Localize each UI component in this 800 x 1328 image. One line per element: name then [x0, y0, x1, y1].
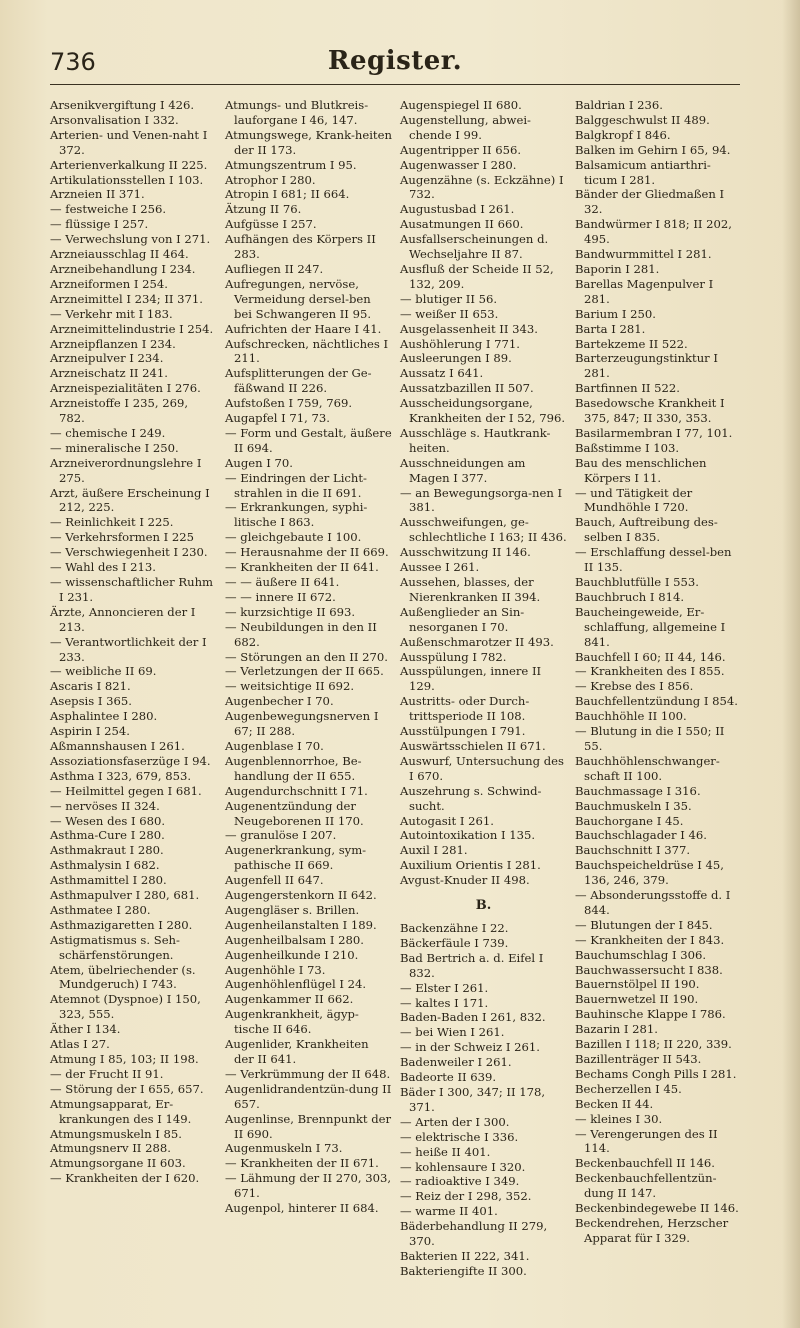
index-entry: Auswärtsschielen II 671.: [400, 738, 546, 753]
index-entry: Atmungsorgane II 603.: [50, 1156, 186, 1171]
index-subentry: — — innere II 672.: [225, 589, 336, 604]
index-entry: Artikulationsstellen I 103.: [50, 172, 204, 187]
index-subentry: — heiße II 401.: [400, 1144, 491, 1159]
index-entry: Bauchmassage I 316.: [575, 783, 701, 798]
index-entry: Arterien- und Venen-naht I 372.: [50, 127, 208, 157]
index-entry: Badenweiler I 261.: [400, 1055, 512, 1070]
page-header: [50, 44, 740, 82]
section-letter-heading: B.: [475, 898, 492, 914]
index-entry: Aussee I 261.: [400, 560, 480, 575]
index-subentry: — Krankheiten der I 620.: [50, 1171, 200, 1186]
index-entry: Aufregungen, nervöse, Vermeidung dersel-ben bei Schwangeren II 95.: [225, 276, 372, 321]
index-entry: Avgust-Knuder II 498.: [400, 873, 530, 888]
index-entry: Aufrichten der Haare I 41.: [225, 321, 382, 336]
index-subentry: — Blutungen der I 845.: [575, 917, 713, 932]
index-subentry: — elektrische I 336.: [400, 1129, 519, 1144]
index-entry: Ausstülpungen I 791.: [400, 724, 526, 739]
index-entry: Assoziationsfaserzüge I 94.: [50, 753, 211, 768]
index-subentry: — chemische I 249.: [50, 425, 166, 440]
index-entry: Asthmalysin I 682.: [50, 858, 160, 873]
index-subentry: — Verengerungen des II 114.: [575, 1126, 718, 1156]
index-entry: Augenfell II 647.: [225, 873, 324, 888]
index-entry: Beckendrehen, Herzscher Apparat für I 329.: [575, 1215, 729, 1245]
index-entry: Asepsis I 365.: [50, 694, 132, 709]
index-entry: Autogasit I 261.: [400, 813, 494, 828]
index-entry: Bau des menschlichen Körpers I 11.: [575, 455, 707, 485]
index-subentry: — blutiger II 56.: [400, 291, 498, 306]
index-entry: Augengerstenkorn II 642.: [225, 888, 377, 903]
index-entry: Bäderbehandlung II 279, 370.: [400, 1219, 548, 1249]
index-entry: Ausfallserscheinungen d. Wechseljahre II 87.: [400, 232, 549, 262]
index-entry: Ausspülungen, innere II 129.: [400, 664, 542, 694]
index-entry: Beckenbauchfell II 146.: [575, 1156, 715, 1171]
index-subentry: — Krankheiten des I 855.: [575, 664, 725, 679]
index-entry: Bauernwetzel II 190.: [575, 992, 699, 1007]
index-entry: Atropin I 681; II 664.: [225, 187, 350, 202]
index-entry: Balggeschwulst II 489.: [575, 112, 710, 127]
index-entry: Augenkammer II 662.: [225, 992, 354, 1007]
index-entry: Ausatmungen II 660.: [400, 217, 524, 232]
index-entry: Bazillen I 118; II 220, 339.: [575, 1037, 732, 1052]
index-entry: Aushöhlerung I 771.: [400, 336, 520, 351]
index-entry: Baporin I 281.: [575, 261, 660, 276]
index-subentry: — Reinlichkeit I 225.: [50, 515, 174, 530]
index-entry: Bazarin I 281.: [575, 1022, 658, 1037]
index-entry: Bauchwassersucht I 838.: [575, 962, 723, 977]
index-entry: Baden-Baden I 261, 832.: [400, 1010, 546, 1025]
index-subentry: — Verkehrsformen I 225: [50, 530, 195, 545]
index-entry: Ärzte, Annoncieren der I 213.: [50, 604, 196, 634]
index-entry: Augenheilkunde I 210.: [225, 947, 359, 962]
index-entry: Aufgüsse I 257.: [225, 217, 317, 232]
index-entry: Bauchhöhle II 100.: [575, 709, 687, 724]
index-entry: Äther I 134.: [50, 1022, 121, 1037]
index-entry: Becken II 44.: [575, 1096, 654, 1111]
index-subentry: — Krebse des I 856.: [575, 679, 694, 694]
index-entry: Arzneiausschlag II 464.: [50, 247, 189, 262]
index-entry: Balsamicum antiarthri-ticum I 281.: [575, 157, 711, 187]
index-entry: Bänder der Gliedmaßen I 32.: [575, 187, 725, 217]
index-entry: Bauhinsche Klappe I 786.: [575, 1007, 726, 1022]
index-subentry: — weißer II 653.: [400, 306, 499, 321]
index-entry: Atmung I 85, 103; II 198.: [50, 1052, 199, 1066]
index-subentry: — Heilmittel gegen I 681.: [50, 783, 202, 798]
index-entry: Auswurf, Untersuchung des I 670.: [400, 753, 564, 783]
index-entry: Aufhängen des Körpers II 283.: [225, 232, 376, 262]
index-entry: Bauchschlagader I 46.: [575, 828, 707, 843]
index-entry: Augustusbad I 261.: [400, 202, 515, 217]
index-entry: Aussatzbazillen II 507.: [400, 381, 534, 396]
index-entry: Arzneipulver I 234.: [50, 351, 164, 366]
page-number: 736: [50, 48, 96, 76]
index-entry: Arzt, äußere Erscheinung I 212, 225.: [50, 485, 210, 515]
index-entry: Bauchmuskeln I 35.: [575, 798, 692, 813]
index-entry: Augenlider, Krankheiten der II 641.: [225, 1037, 369, 1066]
index-subentry: — Verschwiegenheit I 230.: [50, 545, 208, 560]
index-entry: Ätzung II 76.: [225, 202, 302, 217]
index-subentry: — granulöse I 207.: [225, 828, 337, 843]
index-entry: Atlas I 27.: [50, 1037, 110, 1052]
index-entry: Arsenikvergiftung I 426.: [50, 98, 195, 112]
index-subentry: — kohlensaure I 320.: [400, 1159, 526, 1174]
index-entry: Astigmatismus s. Seh-schärfenstörungen.: [50, 932, 180, 962]
index-entry: Atmungsnerv II 288.: [50, 1141, 171, 1156]
index-entry: Augenblennorrhoe, Be-handlung der II 655.: [225, 753, 362, 783]
index-subentry: — Wesen des I 680.: [50, 813, 166, 828]
index-entry: Arsonvalisation I 332.: [50, 112, 179, 127]
index-entry: Aufschrecken, nächtliches I 211.: [225, 336, 389, 366]
index-entry: Augenheilbalsam I 280.: [225, 932, 364, 947]
index-entry: Barterzeugungstinktur I 281.: [575, 351, 718, 381]
index-entry: Augendurchschnitt I 71.: [225, 783, 368, 798]
index-entry: Augenhöhlenflügel I 24.: [225, 977, 367, 992]
index-entry: Arzneischatz II 241.: [50, 366, 168, 381]
index-subentry: — weitsichtige II 692.: [225, 679, 355, 694]
index-entry: Atmungsmuskeln I 85.: [50, 1126, 182, 1141]
index-entry: Bauch, Auftreibung des-selben I 835.: [575, 515, 718, 545]
index-entry: Aßmannshausen I 261.: [50, 738, 185, 753]
index-entry: Barellas Magenpulver I 281.: [575, 276, 714, 306]
index-subentry: — Blutung in die I 550; II 55.: [575, 724, 725, 753]
index-entry: Bauchorgane I 45.: [575, 813, 684, 828]
index-entry: Badeorte II 639.: [400, 1070, 497, 1085]
index-entry: Asphalintee I 280.: [50, 709, 158, 724]
index-subentry: — Verletzungen der II 665.: [225, 664, 384, 679]
index-entry: Bartekzeme II 522.: [575, 336, 688, 351]
index-entry: Augenzähne (s. Eckzähne) I 732.: [400, 172, 564, 202]
index-entry: Bandwürmer I 818; II 202, 495.: [575, 217, 732, 247]
index-entry: Augen I 70.: [225, 455, 293, 470]
index-entry: Augenspiegel II 680.: [400, 98, 522, 112]
index-subentry: — Herausnahme der II 669.: [225, 545, 389, 560]
index-subentry: — an Bewegungsorga-nen I 381.: [400, 485, 563, 515]
index-entry: Bauchschnitt I 377.: [575, 843, 691, 858]
index-entry: Arzneibehandlung I 234.: [50, 261, 196, 276]
index-entry: Auszehrung s. Schwind-sucht.: [400, 783, 542, 813]
index-entry: Asthmazigaretten I 280.: [50, 917, 193, 932]
page-edge-shadow: [782, 0, 800, 1328]
index-entry: Arzneiformen I 254.: [50, 276, 168, 291]
index-entry: Bandwurmmittel I 281.: [575, 247, 712, 262]
header-rule: [50, 84, 740, 85]
index-entry: Aussatz I 641.: [400, 366, 484, 381]
index-entry: Auxil I 281.: [400, 843, 468, 858]
index-entry: Augenkrankheit, ägyp-tische II 646.: [225, 1007, 359, 1037]
index-entry: Bakteriengifte II 300.: [400, 1263, 527, 1278]
index-entry: Bauchfell I 60; II 44, 146.: [575, 649, 726, 664]
index-entry: Ausschweifungen, ge-schlechtliche I 163; II 436.: [400, 515, 567, 545]
index-subentry: — flüssige I 257.: [50, 217, 149, 232]
index-entry: Arzneistoffe I 235, 269, 782.: [50, 396, 189, 426]
index-column-2: [225, 98, 392, 1268]
index-entry: Autointoxikation I 135.: [400, 828, 536, 843]
index-entry: Atrophor I 280.: [225, 172, 316, 187]
index-entry: Baldrian I 236.: [575, 98, 663, 112]
index-entry: Arzneispezialitäten I 276.: [50, 381, 201, 396]
index-entry: Bauchfellentzündung I 854.: [575, 694, 738, 709]
index-subentry: — bei Wien I 261.: [400, 1025, 505, 1040]
index-entry: Bartfinnen II 522.: [575, 381, 680, 396]
index-entry: Asthmamittel I 280.: [50, 873, 167, 888]
index-subentry: — Form und Gestalt, äußere II 694.: [225, 425, 392, 455]
index-entry: Asthmapulver I 280, 681.: [50, 888, 200, 903]
index-subentry: — kleines I 30.: [575, 1111, 663, 1126]
index-entry: Außenglieder an Sin-nesorganen I 70.: [400, 604, 525, 634]
index-entry: Bauernstölpel II 190.: [575, 977, 700, 992]
index-entry: Bad Bertrich a. d. Eifel I 832.: [400, 950, 544, 980]
index-subentry: — Elster I 261.: [400, 980, 489, 995]
index-subentry: — und Tätigkeit der Mundhöhle I 720.: [575, 485, 693, 515]
index-entry: Barta I 281.: [575, 321, 646, 336]
index-subentry: — Erschlaffung dessel-ben II 135.: [575, 545, 732, 575]
index-entry: Augenbewegungsnerven I 67; II 288.: [225, 709, 379, 739]
index-entry: Aspirin I 254.: [50, 724, 130, 739]
index-subentry: — Absonderungsstoffe d. I 844.: [575, 888, 731, 917]
index-entry: Atmungsapparat, Er-krankungen des I 149.: [50, 1096, 192, 1126]
index-entry: Atemnot (Dyspnoe) I 150, 323, 555.: [50, 992, 201, 1022]
index-entry: Augenbecher I 70.: [225, 694, 334, 709]
index-entry: Ausfluß der Scheide II 52, 132, 209.: [400, 261, 554, 291]
index-entry: Atmungswege, Krank-heiten der II 173.: [225, 127, 392, 157]
index-entry: Augenpol, hinterer II 684.: [225, 1201, 379, 1216]
index-entry: Ausschneidungen am Magen I 377.: [400, 455, 526, 485]
index-entry: Bäckerfäule I 739.: [400, 935, 509, 950]
index-entry: Augenwasser I 280.: [400, 157, 517, 172]
index-subentry: — Wahl des I 213.: [50, 560, 156, 575]
index-columns: [50, 98, 740, 1278]
index-entry: Basedowsche Krankheit I 375, 847; II 330, 353.: [575, 396, 725, 426]
index-entry: Außenschmarotzer II 493.: [400, 634, 554, 649]
index-entry: Bauchumschlag I 306.: [575, 947, 707, 962]
index-subentry: — in der Schweiz I 261.: [400, 1040, 540, 1055]
index-entry: Austritts- oder Durch-trittsperiode II 108.: [400, 694, 530, 724]
index-entry: Arterienverkalkung II 225.: [50, 157, 208, 172]
index-entry: Backenzähne I 22.: [400, 921, 509, 936]
index-subentry: — kaltes I 171.: [400, 995, 489, 1010]
index-subentry: — Verkrümmung der II 648.: [225, 1066, 391, 1081]
index-entry: Ausscheidungsorgane, Krankheiten der I 52, 796.: [400, 396, 566, 426]
index-entry: Augenhöhle I 73.: [225, 962, 326, 977]
index-entry: Augenheilanstalten I 189.: [225, 917, 377, 932]
index-subentry: — Verwechslung von I 271.: [50, 232, 211, 247]
index-subentry: — radioaktive I 349.: [400, 1174, 520, 1189]
index-column-4: [575, 98, 742, 1268]
index-entry: Asthma I 323, 679, 853.: [50, 768, 192, 783]
index-entry: Balken im Gehirn I 65, 94.: [575, 142, 731, 157]
index-subentry: — Verkehr mit I 183.: [50, 306, 173, 321]
index-subentry: — Störung der I 655, 657.: [50, 1081, 204, 1096]
index-subentry: — nervöses II 324.: [50, 798, 160, 813]
index-entry: Becherzellen I 45.: [575, 1081, 682, 1096]
index-subentry: — Erkrankungen, syphi-litische I 863.: [225, 500, 368, 530]
index-subentry: — Arten der I 300.: [400, 1114, 510, 1129]
index-entry: Asthmatee I 280.: [50, 902, 151, 917]
index-entry: Atmungszentrum I 95.: [225, 157, 357, 172]
index-entry: Atmungs- und Blutkreis-lauforgane I 46, 147.: [225, 98, 369, 127]
index-subentry: — Eindringen der Licht-strahlen in die II 691.: [225, 470, 367, 500]
index-entry: Baßstimme I 103.: [575, 440, 680, 455]
index-entry: Arzneien II 371.: [50, 187, 145, 202]
index-entry: Augentripper II 656.: [400, 142, 522, 157]
index-entry: Beckenbauchfellentzün-dung II 147.: [575, 1171, 717, 1201]
index-entry: Aufliegen II 247.: [225, 261, 324, 276]
index-subentry: — Neubildungen in den II 682.: [225, 619, 377, 649]
index-entry: Barium I 250.: [575, 306, 656, 321]
index-column-1: [50, 98, 217, 1268]
index-entry: Bazillenträger II 543.: [575, 1052, 702, 1066]
index-subentry: — kurzsichtige II 693.: [225, 604, 356, 619]
index-entry: Augenerkrankung, sym-pathische II 669.: [225, 843, 367, 873]
index-entry: Beckenbindegewebe II 146.: [575, 1201, 739, 1216]
index-subentry: — Verantwortlichkeit der I 233.: [50, 634, 207, 664]
index-subentry: — warme II 401.: [400, 1204, 498, 1219]
index-entry: Augenstellung, abwei-chende I 99.: [400, 112, 531, 142]
index-entry: Arzneipflanzen I 234.: [50, 336, 176, 351]
index-entry: Augenlinse, Brennpunkt der II 690.: [225, 1111, 392, 1141]
index-entry: Bauchbruch I 814.: [575, 589, 685, 604]
index-subentry: — gleichgebaute I 100.: [225, 530, 362, 545]
index-entry: Asthmakraut I 280.: [50, 843, 164, 858]
index-entry: Basilarmembran I 77, 101.: [575, 425, 733, 440]
index-entry: Bauchspeicheldrüse I 45, 136, 246, 379.: [575, 858, 724, 888]
index-entry: Bauchhöhlenschwanger-schaft II 100.: [575, 753, 720, 783]
index-entry: Aussehen, blasses, der Nierenkranken II 394.: [400, 575, 541, 604]
index-entry: Augenblase I 70.: [225, 738, 324, 753]
page-title: Register.: [327, 46, 463, 76]
index-subentry: — Reiz der I 298, 352.: [400, 1189, 532, 1204]
index-entry: Bäder I 300, 347; II 178, 371.: [400, 1085, 546, 1114]
index-entry: Ausschläge s. Hautkrank-heiten.: [400, 425, 551, 455]
index-entry: Ausschwitzung II 146.: [400, 545, 531, 560]
index-entry: Asthma-Cure I 280.: [50, 828, 165, 843]
index-entry: Augenmuskeln I 73.: [225, 1141, 343, 1156]
index-entry: Atem, übelriechender (s. Mundgeruch) I 743.: [50, 962, 196, 992]
index-entry: Ausgelassenheit II 343.: [400, 321, 538, 336]
index-entry: Baucheingeweide, Er-schlaffung, allgemeine I 841.: [575, 604, 726, 649]
index-entry: Bechams Congh Pills I 281.: [575, 1066, 737, 1081]
index-subentry: — — äußere II 641.: [225, 575, 340, 589]
index-entry: Augengläser s. Brillen.: [225, 902, 360, 917]
index-entry: Arzneimittel I 234; II 371.: [50, 291, 203, 306]
index-subentry: — Lähmung der II 270, 303, 671.: [225, 1171, 392, 1201]
index-entry: Augapfel I 71, 73.: [225, 411, 330, 426]
index-entry: Aufsplitterungen der Ge-fäßwand II 226.: [225, 366, 372, 396]
index-subentry: — Krankheiten der II 641.: [225, 560, 379, 575]
index-subentry: — Störungen an den II 270.: [225, 649, 388, 664]
index-subentry: — Krankheiten der I 843.: [575, 932, 725, 947]
index-subentry: — festweiche I 256.: [50, 202, 167, 217]
index-subentry: — wissenschaftlicher Ruhm I 231.: [50, 575, 214, 604]
index-entry: Ausspülung I 782.: [400, 649, 507, 664]
index-subentry: — der Frucht II 91.: [50, 1066, 164, 1081]
index-column-3: [400, 98, 567, 1278]
index-subentry: — mineralische I 250.: [50, 440, 179, 455]
index-entry: Aufstoßen I 759, 769.: [225, 396, 353, 411]
index-subentry: — Krankheiten der II 671.: [225, 1156, 379, 1171]
index-entry: Auxilium Orientis I 281.: [400, 858, 541, 873]
index-entry: Ascaris I 821.: [50, 679, 131, 694]
index-entry: Arzneimittelindustrie I 254.: [50, 321, 214, 336]
index-entry: Balgkropf I 846.: [575, 127, 671, 142]
index-subentry: — weibliche II 69.: [50, 664, 157, 679]
index-entry: Bakterien II 222, 341.: [400, 1248, 530, 1263]
index-entry: Ausleerungen I 89.: [400, 351, 512, 366]
index-entry: Augenlidrandentzün-dung II 657.: [225, 1081, 392, 1111]
index-entry: Bauchblutfülle I 553.: [575, 575, 699, 589]
index-entry: Arzneiverordnungslehre I 275.: [50, 455, 202, 485]
index-entry: Augenentzündung der Neugeborenen II 170.: [225, 798, 364, 828]
